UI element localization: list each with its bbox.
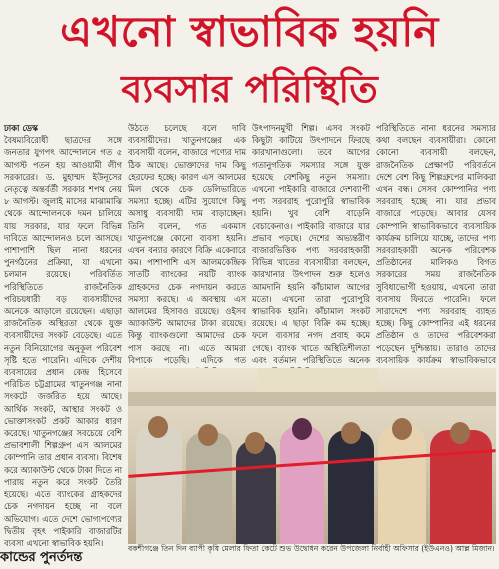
article-column-4 — [376, 122, 496, 366]
column-1-text: বৈষম্যবিরোধী ছাত্রদের সঙ্গে জনতার যুগপৎ আন্দোলনে গত ৫ আগস্ট পতন হয় আওয়ামী লীগ সরকারের। ড. মুহাম্মদ ইউনূসের নেতৃত্বে অন্তর্বর্তী সরকার শপথ নেয় ৮ আগস্ট। জুলাই মাসের মাঝামাঝি থেকে আন্দোলনকে দমন চালিয়ে যায় সরকার, যার ফলে বিভিন্ন দাবিতে আন্দোলনও চলে আসছে। পাশাপাশি ছিল নানা ধরনের পুনর্গঠনের প্রক্রিয়া, যা এখনো চলমান রয়েছে। পরিবর্তিত পরিস্থিতিতে রাজনৈতিক পরিচয়ধারী বড় ব্যবসায়ীদের অনেকে আড়ালে রয়েছেন। এছাড়া রাজনৈতিক অস্থিরতা থেকে যুক্ত ব্যবসায়ীদের সংকট বেড়েছে। এতে নতুন বিনিয়োগের অনুকূল পরিবেশ সৃষ্টি হতে পারেনি। এদিকে দেশীয় ব্যবসায়ের প্রধান কেন্দ্র হিসেবে পরিচিত চট্টগ্রামের খাতুনগঞ্জ নানা সংকটে জর্জরিত হয়ে আছে। আর্থিক সংকট, আস্থার সংকট ও ভোক্তাসংকট প্রকট আকার ধারণ করেছে। খাতুনগঞ্জের সবচেয়ে বেশি প্রভাবশালী শিল্পগ্রুপ এস আলমের কোম্পানি তার প্রধান ব্যবসা। বিশেষ করে অ্যাকাউন্ট থেকে টাকা দিতে না পারায় নতুন করে সংকট তৈরি হয়েছে। এতে ব্যাংকের গ্রাহকদের চেক নগদায়ন হচ্ছে না বলে অভিযোগ। এতে দেশে ভোগ্যপণ্যের দ্বিতীয় বৃহৎ পাইকারি বাজারটির ব্যবসা এখনো স্বাভাবিক হয়নি। — [4, 135, 122, 548]
dateline: ঢাকা ডেস্ক — [4, 123, 38, 133]
photo-person-head — [292, 418, 312, 440]
article-body — [4, 122, 496, 548]
photo-person-head — [392, 418, 412, 440]
photo-person-head — [148, 416, 168, 438]
article-column-2 — [128, 122, 246, 366]
photo-person — [430, 430, 492, 544]
photo-person — [280, 426, 324, 544]
article-column-3 — [252, 122, 370, 366]
main-headline — [0, 0, 499, 120]
photo-background-shelf — [128, 392, 496, 406]
photo-caption: বকশীগঞ্জে তিন দিন ব্যাপী কৃষি মেলার ফিতা কেটে শুভ উদ্বোধন করেন উপজেলা নির্বাহী অফিসার (ইউএনও) আল্ল মিজান। — [128, 544, 495, 553]
photo-person — [236, 440, 276, 544]
photo-person-head — [450, 422, 470, 444]
column-3-text: উৎপাদনমুখী শিল্প। এসব সংকট কিছুটা কাটিয়ে উৎপাদনে ফিরছে কারখানাগুলো। তবে আগের গতানুগতিক সমস্যার সঙ্গে যুক্ত হয়েছে বেশকিছু নতুন সমস্যা। এখনো পাইকারি বাজারে দেশব্যাপী পণ্য সরবরাহ পুরোপুরি স্বাভাবিক হয়নি। খুব বেশি বাড়েনি বেচাকেনাও। পাইকারি বাজারে যার প্রভাব পড়ছে। দেশের অভ্যন্তরীণ বাজারভিত্তিক পণ্য সরবরাহকারী বিভিন্ন খাতের ব্যবসায়ীরা বলছেন, কারখানার উৎপাদন শুরু হলেও আমদানি হয়নি কাঁচামাল আগের মতো। এখনো তারা পুরোপুরি স্বাভাবিক হয়নি। কাঁচামাল সংকট রয়েছে। এ ছাড়া বিক্রি কম হচ্ছে। ফলে ব্যবসার নগদ প্রবাহ কমে গেছে। ব্যাংক খাতে অস্থিতিশীলতা এবং বর্তমান পরিস্থিতিতে অনেক — [252, 123, 370, 365]
article-column-1 — [4, 122, 122, 548]
column-4-text: পরিস্থিতিতে নানা ধরনের সমস্যার কথা বলছেন ব্যবসায়ীরা। কোনো কোনো ব্যবসায়ী বলছেন, রাজনৈতিক প্রেক্ষাপট পরিবর্তনে দেশে বেশ কিছু শিল্পগ্রুপের মালিকরা এখন বন্ধ। সেসব কোম্পানির পণ্য সরবরাহ হচ্ছে না। যার প্রভাব বাজারে পড়েছে। আবার যেসব কোম্পানি স্বাভাবিকভাবে ব্যবসায়িক কার্যক্রম চালিয়ে যাচ্ছে, তাদের পণ্য সরবরাহকারী অনেক পরিবেশক প্রতিষ্ঠানের মালিকও বিগত সরকারের সময় রাজনৈতিক সুবিধাভোগী হওয়ায়, এখনো তারা ব্যবসায় ফিরতে পারেনি। ফলে সারাদেশে পণ্য সরবরাহ ব্যাহত হচ্ছে। কিছু কোম্পানির এই ধরনের প্রতিষ্ঠান ও তাদের পরিবেশকরা পড়েছেন দুশ্চিন্তায়। তারাও তাদের ব্যবসায়িক কার্যক্রম স্বাভাবিকভাবে — [376, 123, 496, 365]
headline-line-2: ব্যবসার পরিস্থিতি — [121, 67, 378, 111]
photo-person — [186, 432, 232, 544]
headline-line-1: এখনো স্বাভাবিক হয়নি — [60, 7, 439, 56]
photo-person — [328, 430, 374, 544]
news-photo — [128, 368, 496, 544]
photo-person — [136, 424, 182, 544]
photo-person-head — [245, 432, 265, 454]
photo-banner — [258, 368, 378, 394]
photo-person — [378, 426, 426, 544]
column-2-text: উঠতে চলেছে বলে দাবি ব্যবসায়ীদের। খাতুনগঞ্জের এক ব্যবসায়ী বলেন, বাজারে পণ্যের দাম ঠিক আছে। ভোক্তাদের দাম কিছু হেরফের হচ্ছে। কারণ এস আলমের মিল থেকে চেক ডেলিভারিতে সমস্যা হচ্ছে। এটির সুযোগে কিছু অসাধু ব্যবসায়ী দাম বাড়াচ্ছেন। তিনি বলেন, গত একমাস খাতুনগঞ্জে কোনো ব্যবসা হয়নি। এখন বন্যার কারণে বিক্রি একেবারে কম। পাশাপাশি এস আলমকেন্দ্রিক সাতটি ব্যাংকের নয়টি ব্যাংক গ্রাহকদের চেক নগদায়ন করতে সমস্যা করছে। এ অবস্থায় এস আলমের হিসাবও রয়েছে। ওইসব অ্যাকাউন্ট আমাদের টাকা রয়েছে। কিন্তু ব্যাংকগুলো আমাদের চেক পাস করছে না। এতে আমরা বিপাকে পড়েছি। এদিকে গত — [128, 123, 246, 365]
photo-person-head — [198, 424, 218, 446]
next-article-headline: কান্ডের পুনর্তদন্ত — [0, 550, 83, 565]
photo-person-head — [341, 422, 361, 444]
